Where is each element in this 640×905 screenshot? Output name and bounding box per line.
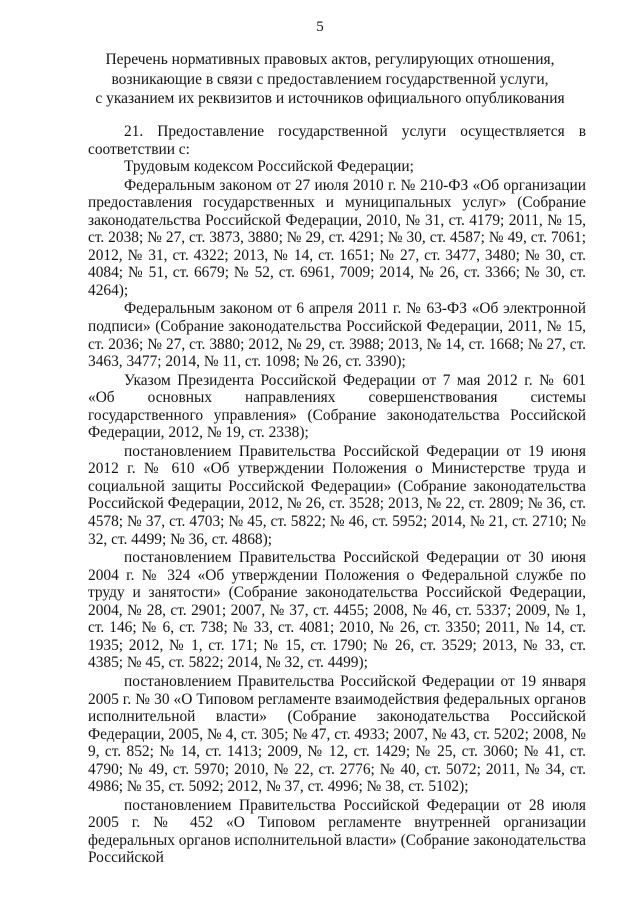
heading-line-2: возникающие в связи с предоставлением государственной услуги, <box>111 70 549 88</box>
paragraph-resolution-324: постановлением Правительства Российской Федерации от 30 июня 2004 г. № 324 «Об утверждении Положения о Федеральной службе по труду и занятости» (Собрание законодательства Российской Федерации, 2004, № 28, ст. 2901; 2007, № 37, ст. 4455; 2008, № 46, ст. 5337; 2009, № 1, ст. 146; № 6, ст. 738; № 33, ст. 4081; 2010, № 26, ст. 3350; 2011, № 14, ст. 1935; 2012, № 1, ст. 171; № 15, ст. 1790; № 26, ст. 3529; 2013, № 33, ст. 4385; № 45, ст. 5822; 2014, № 32, ст. 4499); <box>88 549 586 672</box>
paragraph-law-63: Федеральным законом от 6 апреля 2011 г. № 63-ФЗ «Об электронной подписи» (Собрание законодательства Российской Федерации, 2011, № 15, ст. 2036; № 27, ст. 3880; 2012, № 29, ст. 3988; 2013, № 14, ст. 1668; № 27, ст. 3463, 3477; 2014, № 11, ст. 1098; № 26, ст. 3390); <box>88 300 586 371</box>
heading-line-3: с указанием их реквизитов и источников официального опубликования <box>95 90 565 107</box>
section-heading <box>80 50 580 109</box>
paragraph-clause-21: 21. Предоставление государственной услуги осуществляется в соответствии с: <box>88 123 586 158</box>
page-number: 5 <box>316 19 324 35</box>
paragraph-resolution-452: постановлением Правительства Российской Федерации от 28 июля 2005 г. № 452 «О Типовом регламенте внутренней организации федеральных органов исполнительной власти» (Собрание законодательства Российской <box>88 796 586 867</box>
paragraph-resolution-30: постановлением Правительства Российской Федерации от 19 января 2005 г. № 30 «О Типовом регламенте взаимодействия федеральных органов исполнительной власти» (Собрание законодательства Российской Федерации, 2005, № 4, ст. 305; № 47, ст. 4933; 2007, № 43, ст. 5202; 2008, № 9, ст. 852; № 14, ст. 1413; 2009, № 12, ст. 1429; № 25, ст. 3060; № 41, ст. 4790; № 49, ст. 5970; 2010, № 22, ст. 2776; № 40, ст. 5072; 2011, № 34, ст. 4986; № 35, ст. 5092; 2012, № 37, ст. 4996; № 38, ст. 5102); <box>88 672 586 796</box>
paragraph-law-210: Федеральным законом от 27 июля 2010 г. № 210-ФЗ «Об организации предоставления государственных и муниципальных услуг» (Собрание законодательства Российской Федерации, 2010, № 31, ст. 4179; 2011, № 15, ст. 2038; № 27, ст. 3873, 3880; № 29, ст. 4291; № 30, ст. 4587; № 49, ст. 7061; 2012, № 31, ст. 4322; 2013, № 14, ст. 1651; № 27, ст. 3477, 3480; № 30, ст. 4084; № 51, ст. 6679; № 52, ст. 6961, 7009; 2014, № 26, ст. 3366; № 30, ст. 4264); <box>88 176 586 299</box>
paragraph-decree-601: Указом Президента Российской Федерации от 7 мая 2012 г. № 601 «Об основных направлениях совершенствования системы государственного управления» (Собрание законодательства Российской Федерации, 2012, № 19, ст. 2338); <box>88 371 586 442</box>
paragraph-labor-code: Трудовым кодексом Российской Федерации; <box>124 158 414 176</box>
heading-line-1: Перечень нормативных правовых актов, регулирующих отношения, <box>105 51 555 68</box>
paragraph-resolution-610: постановлением Правительства Российской Федерации от 19 июня 2012 г. № 610 «Об утверждении Положения о Министерстве труда и социальной защиты Российской Федерации» (Собрание законодательства Российской Федерации, 2012, № 26, ст. 3528; 2013, № 22, ст. 2809; № 36, ст. 4578; № 37, ст. 4703; № 45, ст. 5822; № 46, ст. 5952; 2014, № 21, ст. 2710; № 32, ст. 4499; № 36, ст. 4868); <box>88 442 586 548</box>
document-body <box>88 123 586 867</box>
